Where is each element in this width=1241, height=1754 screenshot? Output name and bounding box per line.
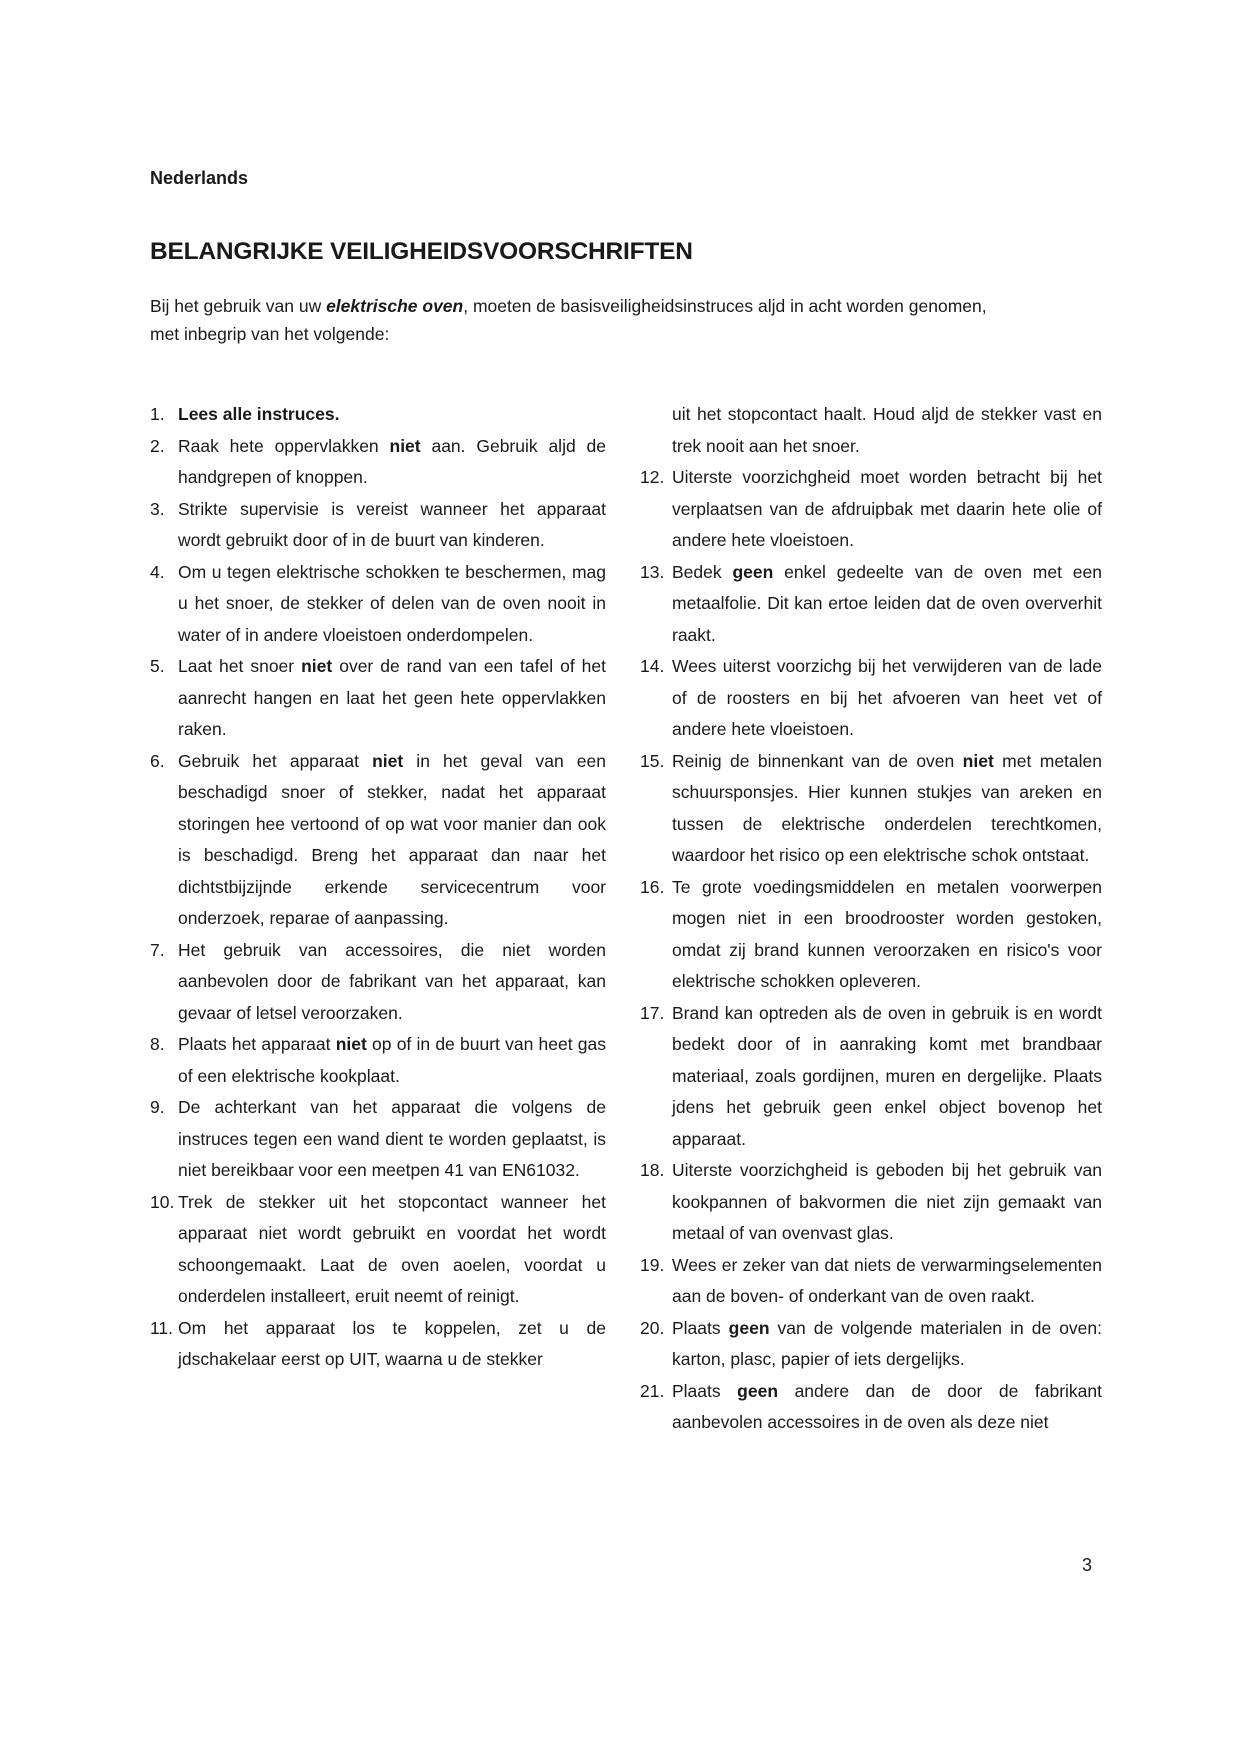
list-item-number: 10. <box>150 1191 175 1212</box>
list-item-text <box>178 746 606 935</box>
emphasis-text: niet <box>301 656 333 676</box>
list-item-number: 4. <box>150 561 165 582</box>
list-item-number: 3. <box>150 498 165 519</box>
page-title: BELANGRIJKE VEILIGHEIDSVOORSCHRIFTEN <box>150 238 693 265</box>
emphasis-text: niet <box>389 435 421 456</box>
list-item-number: 8. <box>150 1034 165 1054</box>
list-item <box>640 1313 1102 1376</box>
text-run: Reinig de binnenkant van de oven <box>672 750 963 771</box>
list-item <box>150 1187 606 1313</box>
text-run: van de volgende materialen in de oven: karton, plasc, papier of iets dergelijks. <box>672 1317 1103 1369</box>
text-run: Het gebruik van accessoires, die niet worden aanbevolen door de fabrikant van het apparaat, kan gevaar of letsel veroorzaken. <box>178 939 606 1023</box>
list-item-text <box>178 399 606 431</box>
list-item-text <box>672 872 1102 998</box>
list-item-text <box>672 651 1102 746</box>
list-item <box>640 998 1102 1156</box>
text-run: Plaats het apparaat <box>178 1034 336 1054</box>
intro-emphasis: elektrische oven <box>326 296 464 316</box>
text-run: Gebruik het apparaat <box>178 750 373 771</box>
text-run: Trek de stekker uit het stopcontact wanneer het apparaat niet wordt gebruikt en voordat het wordt schoongemaakt. Laat de oven aoelen, voordat u onderdelen installeert, eruit neemt of reinigt. <box>178 1191 606 1306</box>
list-item <box>150 399 606 431</box>
list-item <box>640 462 1102 557</box>
list-item-number: 16. <box>640 876 665 897</box>
text-run: aan. Gebruik aljd de handgrepen of knoppen. <box>178 435 606 487</box>
list-item-text <box>672 1250 1102 1313</box>
emphasis-text: niet <box>335 1034 367 1054</box>
text-run: Plaats <box>672 1380 738 1401</box>
text-run: op of in de buurt van heet gas of een elektrische kookplaat. <box>178 1034 607 1086</box>
text-run: in het geval van een beschadigd snoer of stekker, nadat het apparaat storingen hee vertoond of op wat voor manier dan ook is beschadigd. Breng het apparaat dan naar het dichtstbijzijnde erkende servicecentrum voor onderzoek, reparae of aanpassing. <box>178 750 606 928</box>
list-item-text <box>178 1313 606 1376</box>
list-item <box>150 557 606 652</box>
intro-paragraph <box>150 292 1020 348</box>
text-run: Om u tegen elektrische schokken te beschermen, mag u het snoer, de stekker of delen van de oven nooit in water of in andere vloeistoen onderdompelen. <box>178 561 606 645</box>
text-run: andere dan de door de fabrikant aanbevolen accessoires in de oven als deze niet <box>672 1380 1102 1432</box>
list-item <box>640 1376 1102 1439</box>
left-column <box>150 399 606 1376</box>
list-item-number: 6. <box>150 750 165 771</box>
list-item <box>150 1029 606 1092</box>
list-item-number: 19. <box>640 1254 665 1275</box>
list-item <box>640 746 1102 872</box>
text-run: enkel gedeelte van de oven met een metaalfolie. Dit kan ertoe leiden dat de oven oververhit raakt. <box>672 561 1102 645</box>
list-item-number: 20. <box>640 1317 665 1338</box>
list-item-text <box>178 557 606 652</box>
text-run: De achterkant van het apparaat die volgens de instruces tegen een wand dient te worden geplaatst, is niet bereikbaar voor een meetpen 41 van EN61032. <box>178 1097 606 1180</box>
text-run: Te grote voedingsmiddelen en metalen voorwerpen mogen niet in een broodrooster worden gestoken, omdat zij brand kunnen veroorzaken en risico's voor elektrische schokken opleveren. <box>672 876 1102 991</box>
text-run: over de rand van een tafel of het aanrecht hangen en laat het geen hete oppervlakken raken. <box>178 656 607 739</box>
list-item <box>150 494 606 557</box>
text-run: Strikte supervisie is vereist wanneer het apparaat wordt gebruikt door of in de buurt van kinderen. <box>178 498 606 550</box>
list-item <box>150 1313 606 1376</box>
emphasis-text: geen <box>737 1380 779 1401</box>
list-item-text <box>672 1313 1102 1376</box>
text-run: Laat het snoer <box>178 656 302 676</box>
text-run: Wees er zeker van dat niets de verwarmingselementen aan de boven- of onderkant van de oven raakt. <box>672 1254 1102 1306</box>
list-item-text <box>672 462 1102 557</box>
page-number: 3 <box>1082 1555 1093 1575</box>
list-item-text <box>672 746 1102 872</box>
intro-text-before: Bij het gebruik van uw <box>150 296 327 316</box>
list-item-number: 18. <box>640 1160 665 1180</box>
list-item-text <box>178 1187 606 1313</box>
emphasis-text: Lees alle instruces. <box>178 404 340 424</box>
list-item-continuation: uit het stopcontact haalt. Houd aljd de stekker vast en trek nooit aan het snoer. <box>672 404 1102 456</box>
list-item-text <box>672 998 1102 1156</box>
emphasis-text: niet <box>372 750 404 771</box>
text-run: Brand kan optreden als de oven in gebruik is en wordt bedekt door of in aanraking komt met brandbaar materiaal, zoals gordijnen, muren en dergelijke. Plaats jdens het gebruik geen enkel object bovenop het apparaat. <box>672 1002 1102 1149</box>
text-run: Wees uiterst voorzichg bij het verwijderen van de lade of de roosters en bij het afvoeren van heet vet of andere hete vloeistoen. <box>672 656 1102 739</box>
text-run: Om het apparaat los te koppelen, zet u de jdschakelaar eerst op UIT, waarna u de stekker <box>178 1317 606 1369</box>
list-item-text <box>672 1155 1102 1250</box>
list-item-number: 9. <box>150 1097 165 1117</box>
text-run: Uiterste voorzichgheid moet worden betracht bij het verplaatsen van de afdruipbak met daarin hete olie of andere hete vloeistoen. <box>672 467 1102 550</box>
list-item <box>640 1155 1102 1250</box>
list-item-text <box>672 557 1102 652</box>
intro-text-after: , moeten de basisveiligheidsinstruces aljd in acht worden genomen, met inbegrip van het volgende: <box>150 296 987 344</box>
list-item <box>150 651 606 746</box>
list-item-number: 5. <box>150 656 165 676</box>
text-run: Bedek <box>672 561 733 582</box>
emphasis-text: geen <box>728 1317 770 1338</box>
list-item-text <box>178 651 606 746</box>
list-item-number: 14. <box>640 656 665 676</box>
list-item-number: 7. <box>150 939 165 960</box>
list-item-number: 13. <box>640 561 665 582</box>
right-column-list <box>640 462 1102 1439</box>
list-item <box>640 557 1102 652</box>
list-item-number: 2. <box>150 435 165 456</box>
right-column <box>640 399 1102 1439</box>
list-item-text <box>672 1376 1102 1439</box>
list-item <box>640 872 1102 998</box>
list-item-text <box>178 494 606 557</box>
text-run: Uiterste voorzichgheid is geboden bij het gebruik van kookpannen of bakvormen die niet zijn gemaakt van metaal of van ovenvast glas. <box>672 1160 1102 1243</box>
emphasis-text: niet <box>962 750 994 771</box>
text-run: met metalen schuursponsjes. Hier kunnen stukjes van areken en tussen de elektrische onderdelen terechtkomen, waardoor het risico op een elektrische schok ontstaat. <box>672 750 1103 865</box>
list-item <box>640 651 1102 746</box>
list-item-number: 11. <box>150 1317 174 1338</box>
list-item <box>150 1092 606 1187</box>
emphasis-text: geen <box>732 561 774 582</box>
language-heading: Nederlands <box>150 168 249 188</box>
list-item-text <box>178 1029 606 1092</box>
list-item <box>150 746 606 935</box>
list-item-number: 1. <box>150 404 165 424</box>
list-item-text <box>178 935 606 1030</box>
list-item-text <box>178 1092 606 1187</box>
list-item-number: 15. <box>640 750 665 771</box>
text-run: Plaats <box>672 1317 729 1338</box>
list-item-text <box>178 431 606 494</box>
list-item <box>150 431 606 494</box>
list-item-number: 17. <box>640 1002 665 1023</box>
list-item <box>150 935 606 1030</box>
text-run: Raak hete oppervlakken <box>178 435 390 456</box>
list-item <box>640 1250 1102 1313</box>
list-item-number: 12. <box>640 467 665 487</box>
list-item-number: 21. <box>640 1380 665 1401</box>
